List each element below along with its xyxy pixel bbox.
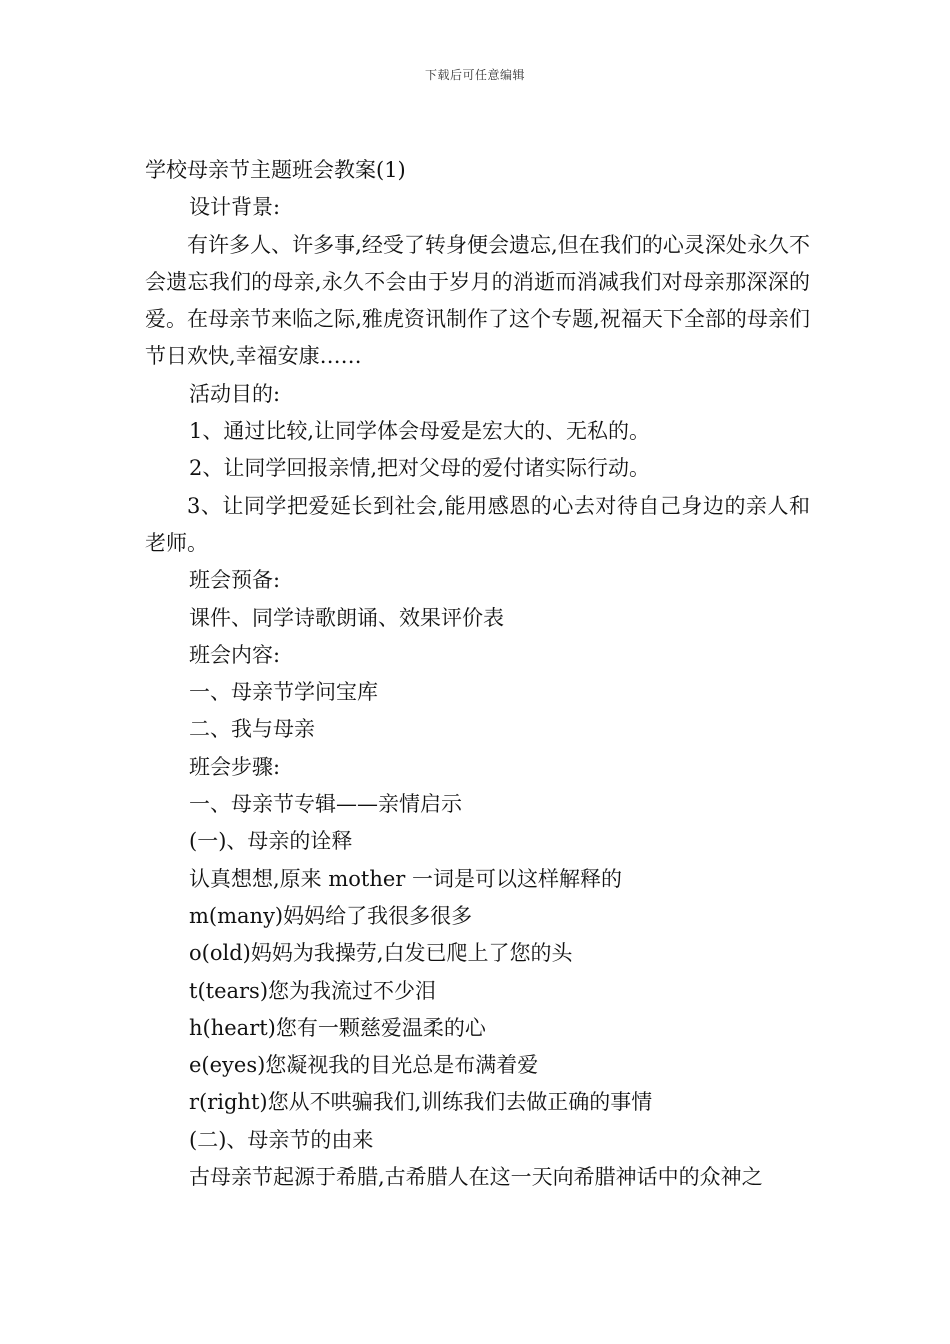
prep-text: 课件、同学诗歌朗诵、效果评价表 xyxy=(189,605,504,630)
goal-item-3: 3、让同学把爱延长到社会,能用感恩的心去对待自己身边的亲人和老师。 xyxy=(145,493,810,555)
content-item-2: 二、我与母亲 xyxy=(189,717,315,742)
goal-item-2: 2、让同学回报亲情,把对父母的爱付诸实际行动。 xyxy=(189,456,651,481)
sub-section-1: (一)、母亲的诠释 xyxy=(189,829,353,854)
design-background-heading: 设计背景: xyxy=(189,195,281,220)
mother-line-e: e(eyes)您凝视我的目光总是布满着爱 xyxy=(189,1053,539,1078)
mother-line-m: m(many)妈妈给了我很多很多 xyxy=(189,903,473,928)
content-item-1: 一、母亲节学问宝库 xyxy=(189,680,378,705)
prep-heading: 班会预备: xyxy=(189,568,281,593)
mother-line-r: r(right)您从不哄骗我们,训练我们去做正确的事情 xyxy=(189,1090,653,1115)
mother-line-o: o(old)妈妈为我操劳,白发已爬上了您的头 xyxy=(189,941,573,966)
mother-line-h: h(heart)您有一颗慈爱温柔的心 xyxy=(189,1015,486,1040)
origin-text: 古母亲节起源于希腊,古希腊人在这一天向希腊神话中的众神之 xyxy=(189,1165,763,1190)
document-title: 学校母亲节主题班会教案(1) xyxy=(145,158,406,182)
steps-heading: 班会步骤: xyxy=(189,754,281,779)
page-header: 下载后可任意编辑 xyxy=(424,68,525,82)
goal-item-1: 1、通过比较,让同学体会母爱是宏大的、无私的。 xyxy=(189,419,651,444)
goals-heading: 活动目的: xyxy=(189,381,281,406)
content-heading: 班会内容: xyxy=(189,642,281,667)
design-background-paragraph: 有许多人、许多事,经受了转身便会遗忘,但在我们的心灵深处永久不会遗忘我们的母亲,永久不会由于岁月的消逝而消减我们对母亲那深深的爱。在母亲节来临之际,雅虎资讯制作了这个专题,祝福天下全部的母亲们节日欢快,幸福安康…… xyxy=(145,232,810,369)
document-body xyxy=(145,152,810,1196)
mother-line-t: t(tears)您为我流过不少泪 xyxy=(189,978,437,1003)
mother-intro: 认真想想,原来 mother 一词是可以这样解释的 xyxy=(189,866,623,891)
sub-section-2: (二)、母亲节的由来 xyxy=(189,1127,374,1152)
step-1: 一、母亲节专辑——亲情启示 xyxy=(189,792,462,817)
